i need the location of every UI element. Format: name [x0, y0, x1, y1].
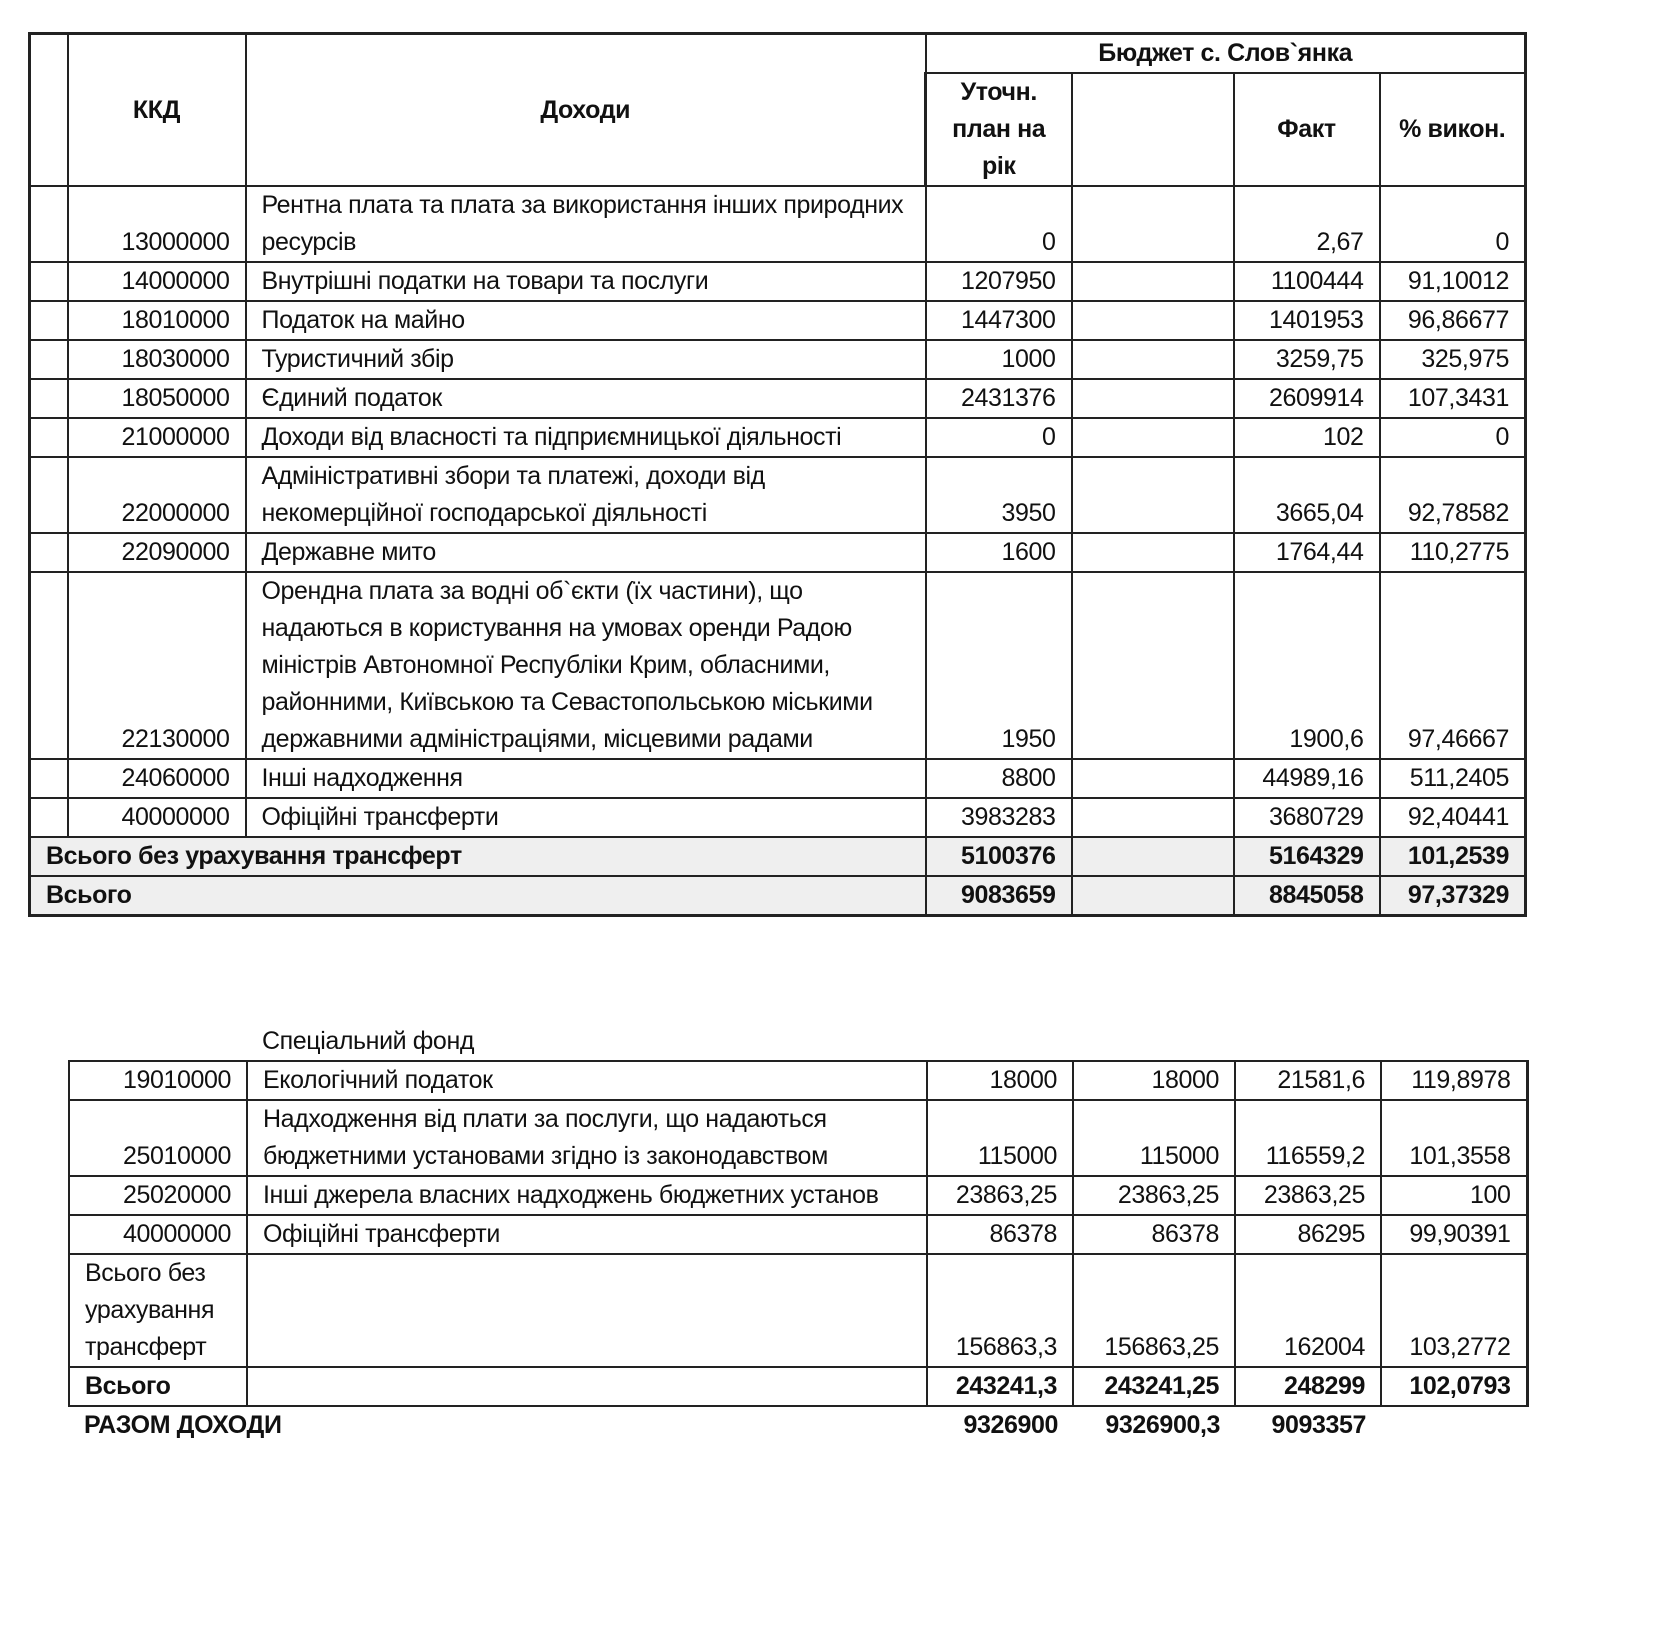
fact-cell: 1764,44: [1234, 533, 1380, 572]
code-cell: 22090000: [68, 533, 246, 572]
code-cell: 21000000: [68, 418, 246, 457]
plan-cell: 1950: [926, 572, 1072, 759]
fact-cell: 102: [1234, 418, 1380, 457]
col2-cell: 18000: [1073, 1061, 1235, 1100]
row-blank-cell: [30, 186, 68, 262]
empty-name-cell: [247, 1367, 927, 1406]
col2-cell: [1072, 798, 1234, 837]
col2-cell: 9326900,3: [1105, 1411, 1220, 1439]
header-row-1: [30, 34, 1526, 74]
special-fund-label: Спеціальний фонд: [262, 1027, 475, 1055]
income-name-cell: Державне мито: [246, 533, 926, 572]
plan-cell: 1447300: [926, 301, 1072, 340]
plan-cell: 23863,25: [927, 1176, 1073, 1215]
plan-cell: 0: [926, 418, 1072, 457]
table-row: [30, 572, 1526, 759]
plan-cell: 8800: [926, 759, 1072, 798]
plan-cell: 9083659: [926, 876, 1072, 916]
col2-cell: [1072, 759, 1234, 798]
pct-cell: 96,86677: [1380, 301, 1526, 340]
special-fund-table: [68, 1023, 1529, 1444]
plan-cell: 156863,3: [927, 1254, 1073, 1367]
grand-total-row: [69, 1406, 1527, 1444]
pct-column-header: % викон.: [1380, 73, 1526, 186]
plan-cell: 3950: [926, 457, 1072, 533]
income-name-cell: Туристичний збір: [246, 340, 926, 379]
fact-cell: 1900,6: [1234, 572, 1380, 759]
col2-cell: [1072, 262, 1234, 301]
col2-cell: 156863,25: [1073, 1254, 1235, 1367]
code-cell: 25020000: [69, 1176, 247, 1215]
code-cell: 40000000: [68, 798, 246, 837]
code-cell: 13000000: [68, 186, 246, 262]
col2-cell: [1072, 876, 1234, 916]
pct-cell: 110,2775: [1380, 533, 1526, 572]
code-cell: 24060000: [68, 759, 246, 798]
total-label: Всього без урахування трансферт: [30, 837, 926, 876]
table-row: [30, 340, 1526, 379]
fact-cell: 2609914: [1234, 379, 1380, 418]
plan-cell: 115000: [927, 1100, 1073, 1176]
general-fund-table: [28, 32, 1527, 917]
plan-cell: 1600: [926, 533, 1072, 572]
income-name-cell: Екологічний податок: [247, 1061, 927, 1100]
fact-cell: 8845058: [1234, 876, 1380, 916]
fact-cell: 44989,16: [1234, 759, 1380, 798]
row-blank-cell: [30, 798, 68, 837]
table-row: [69, 1061, 1527, 1100]
income-name-cell: Надходження від плати за послуги, що надаються бюджетними установами згідно із законодавством: [247, 1100, 927, 1176]
plan-cell: 1207950: [926, 262, 1072, 301]
table-row: [30, 186, 1526, 262]
total-label: Всього: [30, 876, 926, 916]
table-row: [69, 1100, 1527, 1176]
income-column-header: Доходи: [246, 34, 926, 187]
special-fund-label-row: [69, 1023, 1527, 1061]
row-blank-cell: [30, 457, 68, 533]
col2-cell: [1072, 379, 1234, 418]
row-blank-cell: [30, 301, 68, 340]
income-name-cell: Орендна плата за водні об`єкти (їх частини), що надаються в користування на умовах оренди Радою міністрів Автономної Республіки Крим, обласними, районними, Київською та Севастопольською міськими державними адміністраціями, місцевими радами: [246, 572, 926, 759]
fact-cell: 5164329: [1234, 837, 1380, 876]
row-blank-cell: [30, 379, 68, 418]
total-row: [30, 876, 1526, 916]
income-name-cell: Рентна плата та плата за використання інших природних ресурсів: [246, 186, 926, 262]
empty-name-cell: [247, 1254, 927, 1367]
table-row: [30, 759, 1526, 798]
code-cell: 14000000: [68, 262, 246, 301]
plan-cell: 0: [926, 186, 1072, 262]
income-name-cell: Інші джерела власних надходжень бюджетних установ: [247, 1176, 927, 1215]
pct-cell: 101,2539: [1380, 837, 1526, 876]
code-cell: 22000000: [68, 457, 246, 533]
plan-column-header: Уточн. план на рік: [926, 73, 1072, 186]
table-row: [30, 457, 1526, 533]
table-row: [30, 798, 1526, 837]
plan-cell: 5100376: [926, 837, 1072, 876]
pct-cell: 91,10012: [1380, 262, 1526, 301]
grand-total-label: РАЗОМ ДОХОДИ: [84, 1411, 282, 1439]
col2-cell: [1072, 340, 1234, 379]
col2-cell: [1072, 837, 1234, 876]
fact-cell: 116559,2: [1235, 1100, 1381, 1176]
pct-cell: 97,46667: [1380, 572, 1526, 759]
col2-cell: 115000: [1073, 1100, 1235, 1176]
row-blank-cell: [30, 759, 68, 798]
col2-cell: [1072, 186, 1234, 262]
total-without-transfers-row: [30, 837, 1526, 876]
fact-cell: 3259,75: [1234, 340, 1380, 379]
pct-cell: 511,2405: [1380, 759, 1526, 798]
fact-cell: 86295: [1235, 1215, 1381, 1254]
table-row: [30, 301, 1526, 340]
pct-cell: 107,3431: [1380, 379, 1526, 418]
income-name-cell: Інші надходження: [246, 759, 926, 798]
pct-cell: 102,0793: [1381, 1367, 1527, 1406]
pct-cell: 101,3558: [1381, 1100, 1527, 1176]
col2-cell: [1072, 418, 1234, 457]
plan-cell: 3983283: [926, 798, 1072, 837]
col2-cell: [1072, 457, 1234, 533]
total-label: Всього без урахування трансферт: [69, 1254, 247, 1367]
fact-cell: 3680729: [1234, 798, 1380, 837]
col2-cell: [1072, 533, 1234, 572]
plan-cell: 243241,3: [927, 1367, 1073, 1406]
fact-cell: 248299: [1235, 1367, 1381, 1406]
table-row: [30, 418, 1526, 457]
income-name-cell: Доходи від власності та підприємницької діяльності: [246, 418, 926, 457]
code-cell: 18010000: [68, 301, 246, 340]
blank-header-cell: [30, 34, 68, 187]
fact-cell: 1100444: [1234, 262, 1380, 301]
row-blank-cell: [30, 533, 68, 572]
pct-cell: 92,40441: [1380, 798, 1526, 837]
row-blank-cell: [30, 572, 68, 759]
pct-cell: 0: [1380, 418, 1526, 457]
pct-cell: 92,78582: [1380, 457, 1526, 533]
income-name-cell: Адміністративні збори та платежі, доходи від некомерційної господарської діяльності: [246, 457, 926, 533]
total-label: Всього: [69, 1367, 247, 1406]
table-row: [69, 1215, 1527, 1254]
pct-cell: 99,90391: [1381, 1215, 1527, 1254]
col2-cell: 86378: [1073, 1215, 1235, 1254]
income-name-cell: Податок на майно: [246, 301, 926, 340]
code-cell: 19010000: [69, 1061, 247, 1100]
income-name-cell: Офіційні трансферти: [246, 798, 926, 837]
fact-cell: 3665,04: [1234, 457, 1380, 533]
col2-cell: 243241,25: [1073, 1367, 1235, 1406]
total-without-transfers-row: [69, 1254, 1527, 1367]
pct-cell: 325,975: [1380, 340, 1526, 379]
table-row: [30, 262, 1526, 301]
fact-cell: 9093357: [1271, 1411, 1366, 1439]
fact-cell: 21581,6: [1235, 1061, 1381, 1100]
fact-column-header: Факт: [1234, 73, 1380, 186]
plan-cell: 86378: [927, 1215, 1073, 1254]
table-row: [69, 1176, 1527, 1215]
pct-cell: 100: [1381, 1176, 1527, 1215]
code-cell: 25010000: [69, 1100, 247, 1176]
code-cell: 22130000: [68, 572, 246, 759]
code-cell: 18030000: [68, 340, 246, 379]
row-blank-cell: [30, 340, 68, 379]
pct-cell: 103,2772: [1381, 1254, 1527, 1367]
plan-cell: 9326900: [963, 1411, 1058, 1439]
empty-column-header: [1072, 73, 1234, 186]
total-row: [69, 1367, 1527, 1406]
income-name-cell: Єдиний податок: [246, 379, 926, 418]
table-row: [30, 379, 1526, 418]
plan-cell: 18000: [927, 1061, 1073, 1100]
fact-cell: 23863,25: [1235, 1176, 1381, 1215]
plan-cell: 2431376: [926, 379, 1072, 418]
pct-cell: 119,8978: [1381, 1061, 1527, 1100]
fact-cell: 2,67: [1234, 186, 1380, 262]
fact-cell: 162004: [1235, 1254, 1381, 1367]
plan-cell: 1000: [926, 340, 1072, 379]
income-name-cell: Внутрішні податки на товари та послуги: [246, 262, 926, 301]
fact-cell: 1401953: [1234, 301, 1380, 340]
code-cell: 18050000: [68, 379, 246, 418]
pct-cell: [1381, 1406, 1527, 1444]
row-blank-cell: [30, 262, 68, 301]
col2-cell: [1072, 301, 1234, 340]
pct-cell: 0: [1380, 186, 1526, 262]
code-cell: 40000000: [69, 1215, 247, 1254]
col2-cell: 23863,25: [1073, 1176, 1235, 1215]
pct-cell: 97,37329: [1380, 876, 1526, 916]
budget-title-header: Бюджет с. Слов`янка: [926, 34, 1526, 74]
income-name-cell: Офіційні трансферти: [247, 1215, 927, 1254]
row-blank-cell: [30, 418, 68, 457]
col2-cell: [1072, 572, 1234, 759]
table-row: [30, 533, 1526, 572]
code-column-header: ККД: [68, 34, 246, 187]
